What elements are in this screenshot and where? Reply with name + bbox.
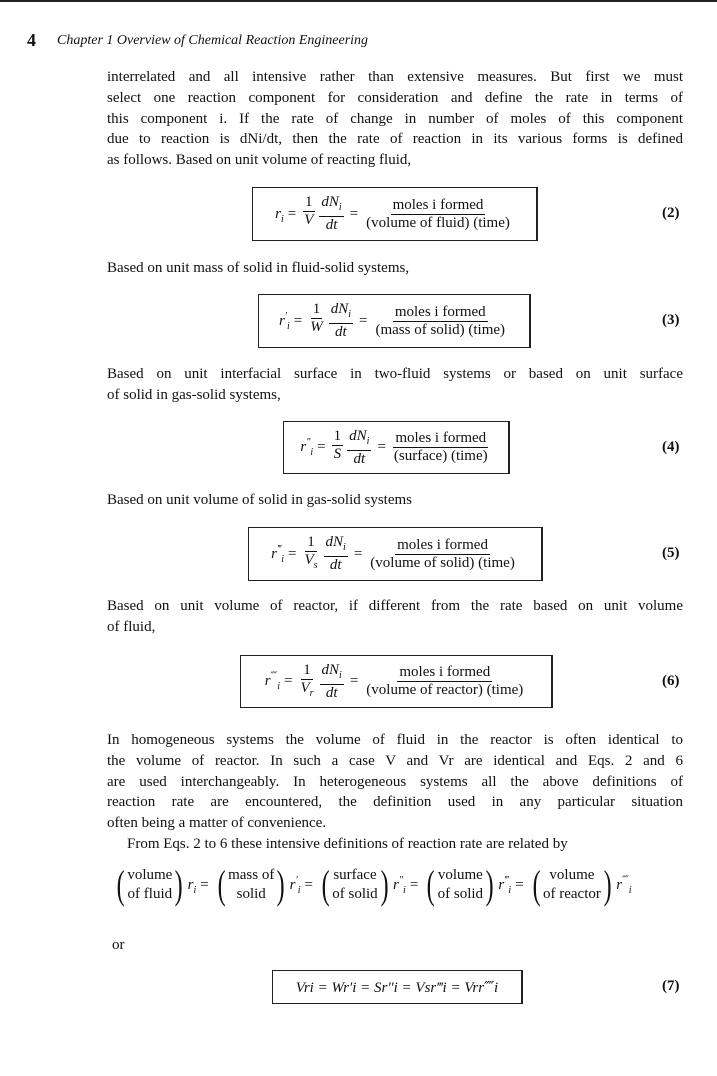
- text-line: often being a matter of convenience.: [107, 815, 327, 832]
- rate-symbol: $r^‴_i$: [498, 874, 512, 896]
- text-line: Based on unit interfacial surface in two-fluid systems or based on unit surface: [107, 366, 683, 382]
- equals-sign: =: [304, 876, 313, 893]
- reciprocal-fraction: $\frac{1}{V_r}$: [300, 661, 314, 699]
- basis-term: ( volume of solid ): [426, 862, 494, 907]
- units-fraction: $\frac{\text{moles i formed}}{\text{(volume of fluid) (time)}}$: [366, 196, 510, 231]
- equals-sign: =: [293, 312, 303, 329]
- text-line: In homogeneous systems the volume of fluid in the reactor is often identical to: [107, 732, 683, 748]
- text-line: due to reaction is dNi/dt, then the rate of reaction in its various forms is defined: [107, 131, 683, 148]
- page-top-rule: [0, 0, 717, 2]
- reciprocal-fraction: $\frac{1}{S}$: [333, 427, 342, 462]
- equation-7-text: Vri = Wr′i = Sr″i = Vsr‴i = Vrr⁗i: [295, 979, 499, 996]
- text-line: of fluid,: [107, 618, 156, 635]
- equation-6-box: [240, 655, 553, 708]
- units-fraction: $\frac{\text{moles i formed}}{\text{(mass of solid) (time)}}$: [375, 303, 506, 338]
- rate-symbol: $r^⁗_i$: [616, 874, 632, 896]
- rate-symbol: $r^⁗_i$: [264, 671, 280, 692]
- chapter-title: Chapter 1 Overview of Chemical Reaction Engineering: [57, 33, 369, 48]
- equation-number-6: (6): [662, 673, 680, 689]
- rate-symbol: $r''_i$: [300, 437, 314, 458]
- text-line: of solid in gas-solid systems,: [107, 386, 281, 403]
- text-line: From Eqs. 2 to 6 these intensive definitions of reaction rate are related by: [127, 836, 568, 852]
- basis-term: ( surface of solid ): [321, 862, 389, 907]
- paragraph-intro: [107, 67, 683, 171]
- equals-sign: =: [283, 673, 293, 689]
- units-fraction: $\frac{\text{moles i formed}}{\text{(volume of reactor) (time)}}$: [366, 664, 524, 698]
- equation-number-4: (4): [662, 439, 680, 455]
- derivative-fraction: $\frac{dN_i}{dt}$: [349, 427, 370, 467]
- text-line: or: [112, 937, 125, 953]
- derivative-fraction: $\frac{dN_i}{dt}$: [325, 534, 346, 573]
- equals-sign: =: [353, 545, 363, 562]
- page-number: 4: [27, 30, 36, 50]
- equals-sign: =: [287, 205, 297, 222]
- rate-symbol: $r'_i$: [289, 874, 301, 896]
- derivative-fraction: $\frac{dN_i}{dt}$: [321, 194, 342, 233]
- paragraph-homogeneous: [107, 730, 683, 834]
- equation-number-5: (5): [662, 545, 680, 561]
- units-fraction: $\frac{\text{moles i formed}}{\text{(volume of solid) (time)}}$: [370, 536, 515, 571]
- equals-sign: =: [359, 312, 368, 329]
- paragraph-or: [112, 935, 688, 956]
- text-line: Based on unit volume of reactor, if different from the rate based on unit volume: [107, 598, 683, 614]
- basis-term: ( volume of reactor ): [532, 862, 612, 907]
- equals-sign: =: [409, 876, 419, 893]
- equation-number-7: (7): [662, 978, 680, 994]
- text-line: select one reaction component for consideration and define the rate in terms of: [107, 89, 683, 106]
- rate-relation-equation: [112, 862, 692, 907]
- equation-number-3: (3): [662, 312, 680, 328]
- text-line: Based on unit mass of solid in fluid-solid systems,: [107, 260, 410, 276]
- equals-sign: =: [287, 545, 297, 562]
- equals-sign: =: [349, 673, 359, 689]
- equation-3-box: [258, 294, 531, 348]
- reciprocal-fraction: $\frac{1}{V}$: [304, 194, 314, 228]
- text-line: reaction rate are encountered, the definition used in any particular situation: [107, 794, 683, 811]
- rate-symbol: $r'_i$: [278, 310, 290, 332]
- basis-term: ( mass of solid ): [217, 862, 285, 907]
- reciprocal-fraction: $\frac{1}{V_s}$: [304, 534, 318, 571]
- equals-sign: =: [317, 439, 326, 455]
- equation-number-2: (2): [662, 205, 680, 221]
- paragraph-relation: [107, 834, 683, 855]
- units-fraction: $\frac{\text{moles i formed}}{\text{(surface) (time)}}$: [393, 430, 488, 464]
- equals-sign: =: [200, 876, 209, 893]
- paragraph-solid-volume: [107, 490, 683, 511]
- text-line: interrelated and all intensive rather than extensive measures. But first we must: [107, 69, 683, 85]
- reciprocal-fraction: $\frac{1}{W}$: [310, 301, 323, 335]
- equation-7-box: [272, 970, 523, 1004]
- derivative-fraction: $\frac{dN_i}{dt}$: [321, 661, 342, 701]
- equals-sign: =: [515, 876, 524, 893]
- equation-2-box: [252, 187, 538, 241]
- paragraph-mass: [107, 258, 683, 279]
- basis-term: ( volume of fluid ): [116, 862, 183, 907]
- paragraph-reactor: [107, 596, 683, 638]
- rate-symbol: $r_i$: [187, 876, 197, 896]
- equation-5-box: [248, 527, 543, 581]
- text-line: Based on unit volume of solid in gas-solid systems: [107, 492, 412, 508]
- equation-4-box: [283, 421, 510, 474]
- text-line: this component i. If the rate of change in number of moles of this component: [107, 110, 683, 127]
- equals-sign: =: [349, 205, 359, 222]
- text-line: the volume of reactor. In such a case V and Vr are identical and Eqs. 2 and 6: [107, 752, 683, 769]
- text-line: as follows. Based on unit volume of reacting fluid,: [107, 152, 412, 169]
- derivative-fraction: $\frac{dN_i}{dt}$: [330, 301, 352, 340]
- text-line: are used interchangeably. In heterogeneous systems all the above definitions of: [107, 773, 683, 790]
- equals-sign: =: [377, 439, 386, 455]
- rate-symbol: $r^‴_i$: [271, 543, 284, 565]
- paragraph-surface: [107, 364, 683, 406]
- rate-symbol: $r''_i$: [393, 874, 406, 896]
- rate-symbol: $r_i$: [275, 205, 284, 225]
